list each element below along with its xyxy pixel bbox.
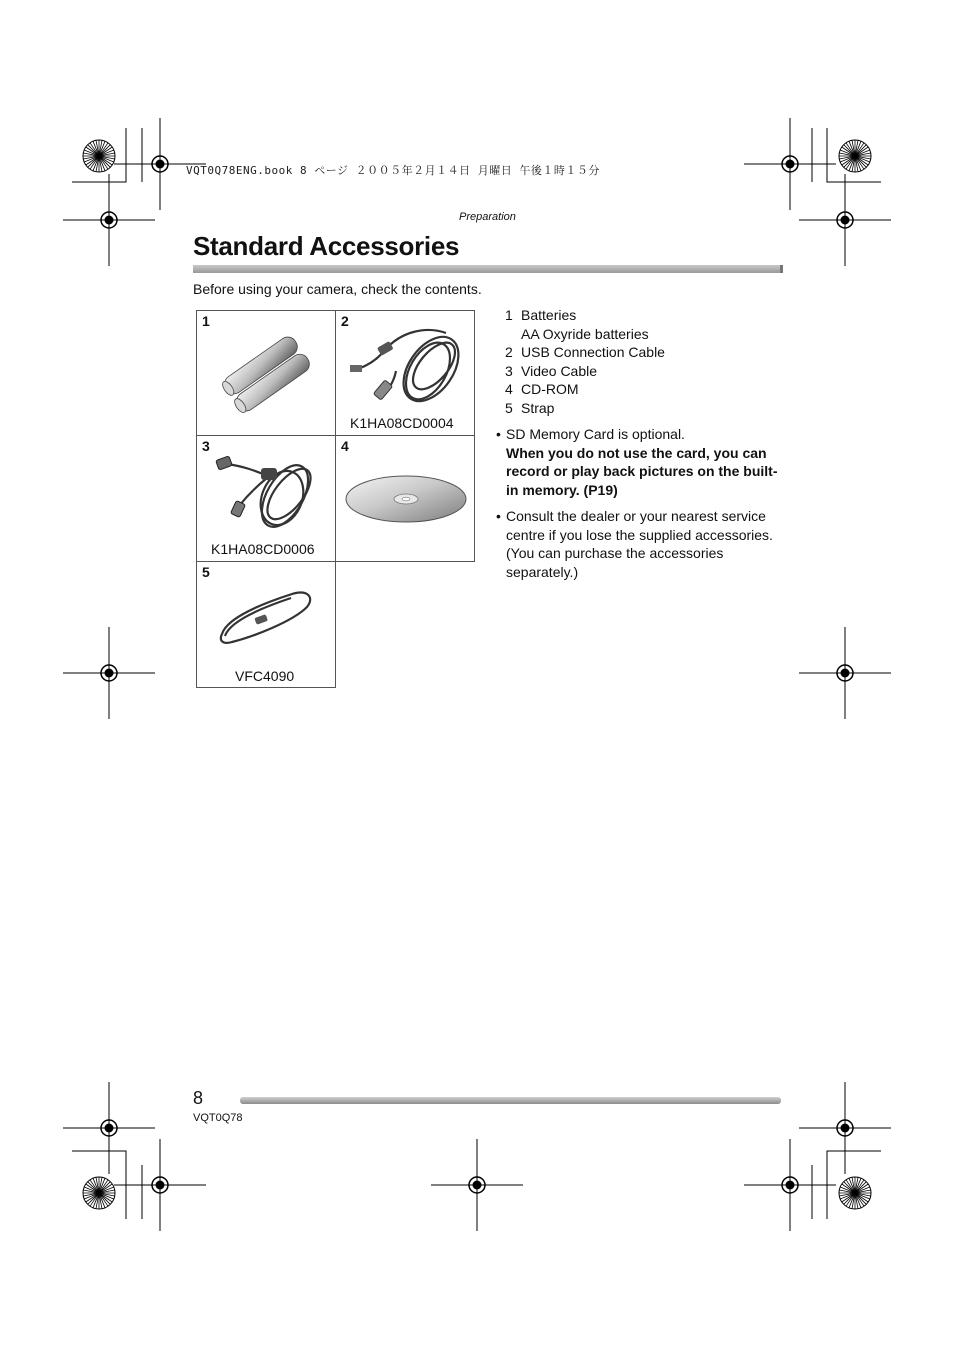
cell-number: 4 [341, 438, 349, 454]
grid-cell-strap [196, 561, 336, 688]
usb-cable-image [336, 311, 476, 415]
list-item: 1 Batteries [505, 307, 577, 323]
grid-cell-usb-cable [335, 310, 475, 436]
part-number: K1HA08CD0006 [211, 541, 315, 557]
list-item: 2 USB Connection Cable [505, 344, 665, 361]
bullet-icon: • [496, 426, 501, 442]
cd-rom-image [336, 436, 476, 563]
cell-number: 1 [202, 313, 210, 329]
cell-number: 3 [202, 438, 210, 454]
list-item: 4 CD-ROM [505, 381, 579, 398]
cell-number: 2 [341, 313, 349, 329]
strap-image [197, 562, 337, 666]
accessory-list [505, 306, 665, 418]
title-underline [193, 265, 783, 273]
intro-text: Before using your camera, check the contents. [193, 281, 482, 297]
note-text: Consult the dealer or your nearest service centre if you lose the supplied accessories. (You can purchase the accessories separately.) [506, 508, 773, 580]
grid-cell-batteries [196, 310, 336, 436]
page-title: Standard Accessories [193, 231, 460, 261]
batteries-image [197, 311, 337, 437]
page-number: 8 [193, 1088, 204, 1108]
note-lost-accessories [496, 507, 786, 581]
note-bold-text: When you do not use the card, you can record or play back pictures on the built-in memory. (P19) [506, 444, 778, 498]
part-number: K1HA08CD0004 [350, 415, 454, 431]
model-code: VQT0Q78 [193, 1112, 243, 1124]
list-item-subtext: AA Oxyride batteries [521, 325, 649, 342]
video-cable-image [197, 436, 337, 540]
footer-rule [240, 1097, 781, 1104]
grid-cell-video-cable [196, 435, 336, 562]
list-item: 3 Video Cable [505, 362, 598, 379]
bullet-icon: • [496, 508, 501, 524]
note-sd-card [496, 425, 786, 499]
cell-number: 5 [202, 564, 210, 580]
print-header: VQT0Q78ENG.book 8 ページ ２００５年２月１４日 月曜日 午後１時１５分 [186, 164, 600, 177]
part-number: VFC4090 [235, 668, 295, 684]
note-text: SD Memory Card is optional. [506, 426, 685, 442]
list-item: 5 Strap [505, 399, 555, 416]
grid-cell-cd-rom [335, 435, 475, 562]
section-label: Preparation [459, 211, 516, 223]
